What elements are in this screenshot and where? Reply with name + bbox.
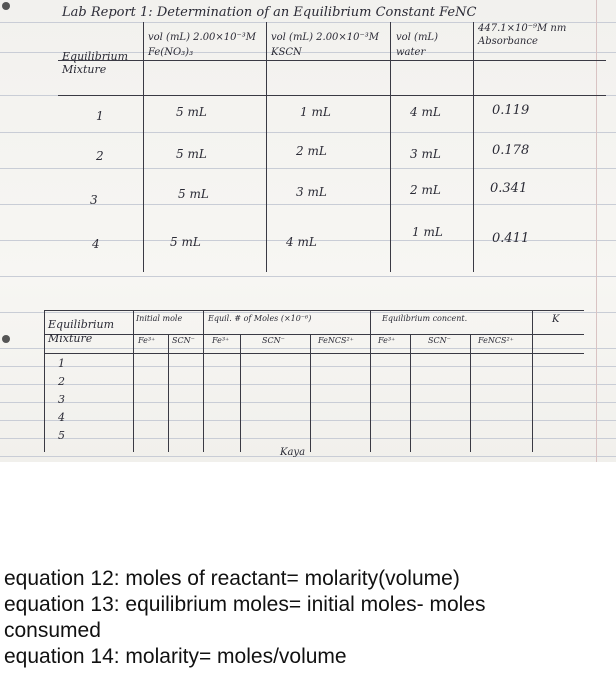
binder-hole xyxy=(2,2,10,10)
table-rule xyxy=(390,22,391,272)
table-rule xyxy=(44,353,584,354)
cell-kscn-volume: 4 mL xyxy=(286,235,317,249)
margin-line xyxy=(596,0,597,462)
header-initial-mole: Initial mole xyxy=(136,314,183,323)
table-rule xyxy=(473,22,474,272)
equation-13: equation 13: equilibrium moles= initial moles- moles xyxy=(4,593,486,616)
cell-mixture: 2 xyxy=(96,149,104,163)
table-rule xyxy=(470,334,471,452)
cell-kscn-volume: 3 mL xyxy=(296,185,327,199)
header-fe-volume: vol (mL) 2.00×10⁻³M Fe(NO₃)₃ xyxy=(148,32,257,58)
cell-water-volume: 4 mL xyxy=(410,105,441,119)
cell-kscn-volume: 1 mL xyxy=(300,105,331,119)
table-rule xyxy=(168,334,169,452)
header-initial-scn: SCN⁻ xyxy=(172,336,195,345)
cell-absorbance: 0.119 xyxy=(492,103,530,118)
equations-list xyxy=(4,566,614,670)
table-rule xyxy=(532,310,533,452)
table-rule xyxy=(44,310,45,452)
cell-mixture: 1 xyxy=(96,109,104,123)
header-k: K xyxy=(552,314,560,325)
header-water-volume: vol (mL) water xyxy=(396,32,438,58)
header-eq-fe: Fe³⁺ xyxy=(212,336,230,345)
row-number: 2 xyxy=(58,375,65,388)
cell-mixture: 3 xyxy=(90,193,98,207)
cell-fe-volume: 5 mL xyxy=(178,187,209,201)
equation-13-continued: consumed xyxy=(4,619,101,642)
binder-hole xyxy=(2,335,10,343)
signature: Kaya xyxy=(280,447,306,458)
header-initial-fe: Fe³⁺ xyxy=(138,336,156,345)
header-c-scn: SCN⁻ xyxy=(428,336,451,345)
cell-water-volume: 2 mL xyxy=(410,183,441,197)
cell-absorbance: 0.411 xyxy=(492,231,530,246)
header-c-fe: Fe³⁺ xyxy=(378,336,396,345)
table-rule xyxy=(44,310,584,311)
cell-fe-volume: 5 mL xyxy=(176,105,207,119)
header-kscn-volume: vol (mL) 2.00×10⁻³M KSCN xyxy=(271,32,380,58)
lab-title: Lab Report 1: Determination of an Equilibrium Constant FeNC xyxy=(62,5,477,20)
table-rule xyxy=(370,310,371,452)
row-number: 1 xyxy=(58,357,65,370)
row-number: 4 xyxy=(58,411,65,424)
cell-fe-volume: 5 mL xyxy=(176,147,207,161)
equation-14: equation 14: molarity= moles/volume xyxy=(4,645,347,668)
header-equil-moles: Equil. # of Moles (×10⁻⁶) xyxy=(208,314,312,323)
header-eq-scn: SCN⁻ xyxy=(262,336,285,345)
header-mixture: Equilibrium Mixture xyxy=(62,50,129,76)
cell-water-volume: 3 mL xyxy=(410,147,441,161)
cell-absorbance: 0.178 xyxy=(492,143,530,158)
table-rule xyxy=(203,310,204,452)
table-rule xyxy=(240,334,241,452)
header-eq-fencs: FeNCS²⁺ xyxy=(318,336,354,345)
row-number: 5 xyxy=(58,429,65,442)
table-rule xyxy=(266,22,267,272)
header-equil-conc: Equilibrium concent. xyxy=(382,314,468,323)
cell-kscn-volume: 2 mL xyxy=(296,144,327,158)
table-rule xyxy=(310,334,311,452)
header-absorbance: 447.1×10⁻⁹M nm Absorbance xyxy=(478,23,567,47)
cell-water-volume: 1 mL xyxy=(412,225,443,239)
table-rule xyxy=(58,95,606,96)
table-rule xyxy=(143,22,144,272)
header-c-fencs: FeNCS²⁺ xyxy=(478,336,514,345)
cell-mixture: 4 xyxy=(92,237,100,251)
cell-absorbance: 0.341 xyxy=(490,181,528,196)
cell-fe-volume: 5 mL xyxy=(170,235,201,249)
header-mixture: Equilibrium Mixture xyxy=(48,318,115,345)
row-number: 3 xyxy=(58,393,65,406)
equation-12: equation 12: moles of reactant= molarity(volume) xyxy=(4,567,460,590)
table-rule xyxy=(410,334,411,452)
